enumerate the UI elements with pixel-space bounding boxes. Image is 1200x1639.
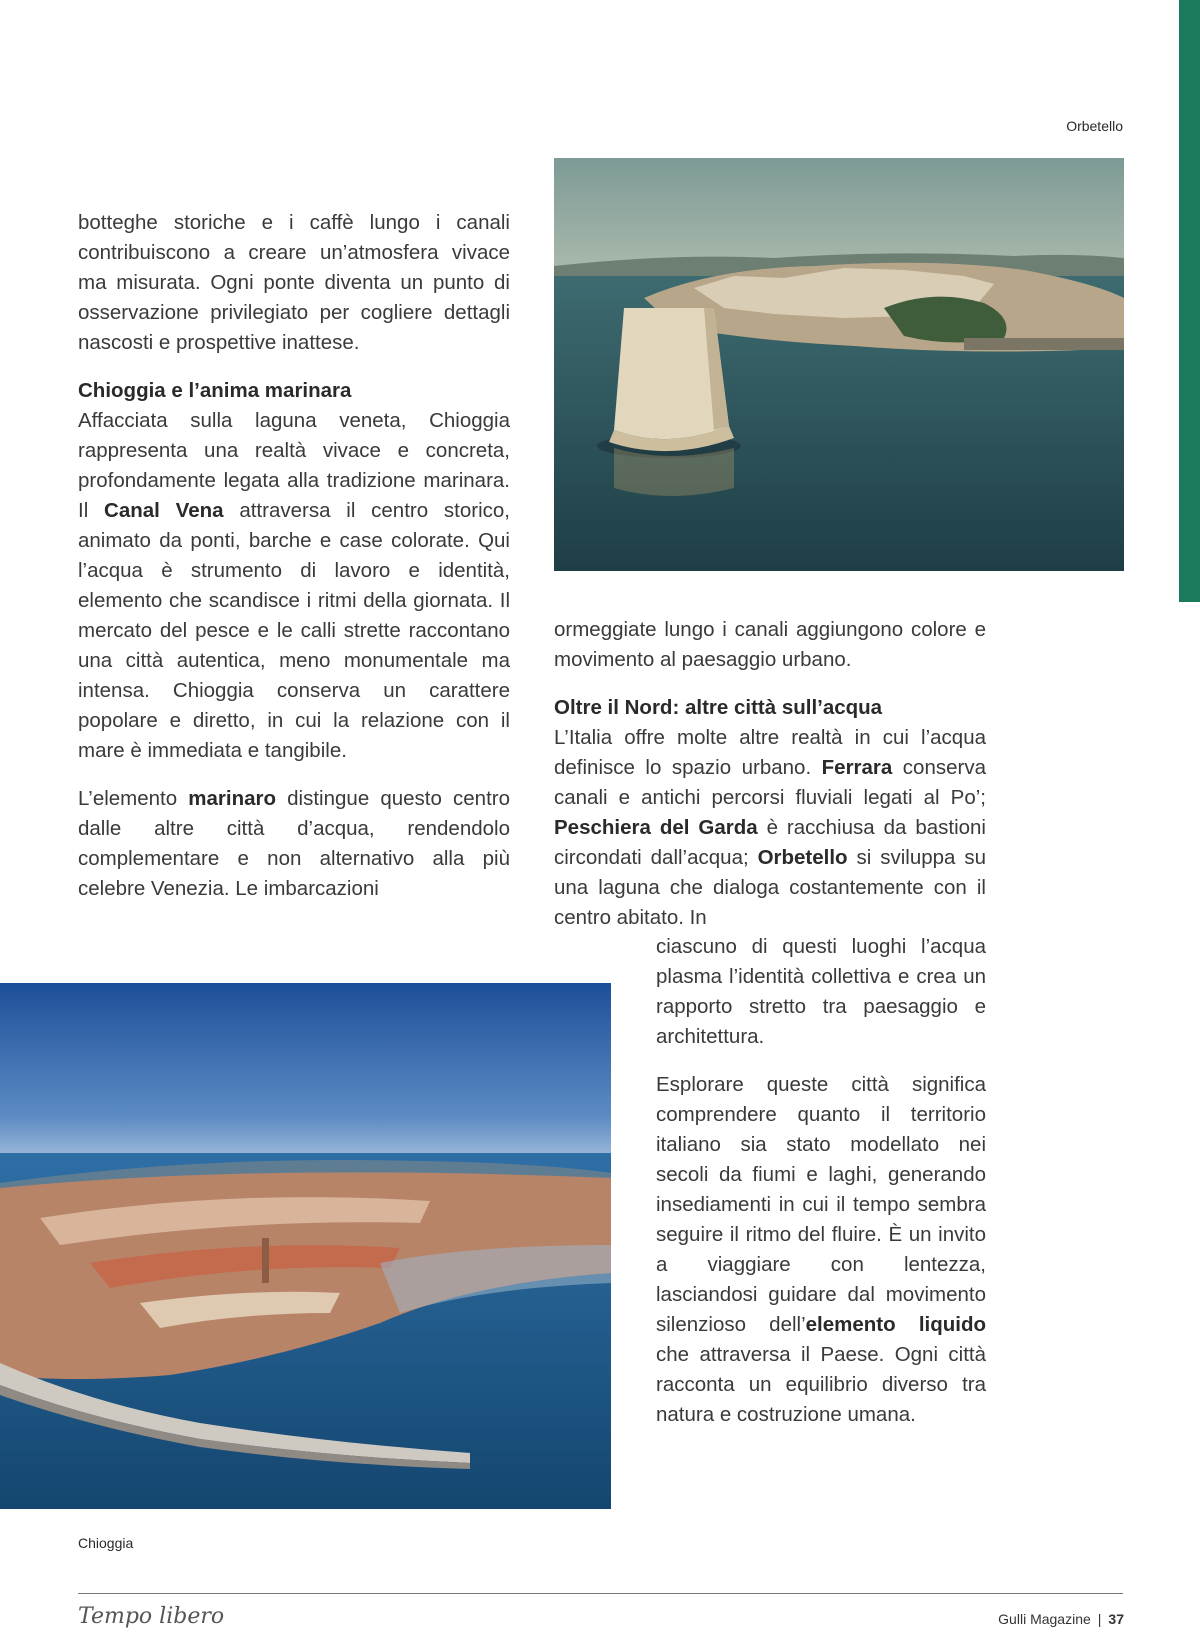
caption-orbetello: Orbetello [1066,118,1123,134]
footer-publication [998,1611,1124,1627]
footer-magazine-name: Gulli Magazine [998,1611,1091,1627]
right-column-bottom [656,932,986,1430]
paragraph-ormeggiate: ormeggiate lungo i canali aggiungono colore e movimento al paesaggio urbano. [554,618,986,671]
paragraph-chioggia: Affacciata sulla laguna veneta, Chioggia rappresenta una realtà vivace e concreta, profondamente legata alla tradizione marinara. Il Canal Vena attraversa il centro storico, animato da ponti, barche e case colorate. Qui l’acqua è strumento di lavoro e identità, elemento che scandisce i ritmi della giornata. Il mercato del pesce e le calli strette raccontano una città autentica, meno monumentale ma intensa. Chioggia conserva un carattere popolare e diretto, in cui la relazione con il mare è immediata e tangibile. [78,409,510,762]
bold-marinaro: marinaro [188,787,277,810]
footer-section-title: Tempo libero [78,1604,225,1629]
bold-peschiera: Peschiera del Garda [554,816,758,839]
heading-chioggia: Chioggia e l’anima marinara [78,379,352,402]
chioggia-photo [0,983,611,1509]
heading-oltre-il-nord: Oltre il Nord: altre città sull’acqua [554,696,883,719]
paragraph-altre-citta: L’Italia offre molte altre realtà in cui l’acqua definisce lo spazio urbano. Ferrara conserva canali e antichi percorsi fluviali legati al Po’; Peschiera del Garda è racchiusa da bastioni circondati dall’acqua; Orbetello si sviluppa su una laguna che dialoga costantemente con il centro abitato. In [554,726,986,929]
bold-ferrara: Ferrara [821,756,893,779]
paragraph-intro-continued: botteghe storiche e i caffè lungo i canali contribuiscono a creare un’atmosfera vivace ma misurata. Ogni ponte diventa un punto di osservazione privilegiato per cogliere dettagli nascosti e prospettive inattese. [78,211,510,354]
right-column-top [554,615,986,933]
page-number: 37 [1108,1611,1124,1627]
bold-elemento-liquido: elemento liquido [805,1313,986,1336]
caption-chioggia: Chioggia [78,1535,134,1551]
footer-rule [78,1593,1123,1594]
paragraph-esplorare: Esplorare queste città significa comprendere quanto il territorio italiano sia stato modellato nei secoli da fiumi e laghi, generando insediamenti in cui il tempo sembra seguire il ritmo del fluire. È un invito a viaggiare con lentezza, lasciandosi guidare dal movimento silenzioso dell’elemento liquido che attraversa il Paese. Ogni città racconta un equilibrio diverso tra natura e costruzione umana. [656,1073,986,1426]
footer-separator: | [1097,1611,1102,1627]
orbetello-photo [554,158,1124,571]
paragraph-identita: ciascuno di questi luoghi l’acqua plasma l’identità collettiva e crea un rapporto stretto tra paesaggio e architettura. [656,935,986,1048]
bold-orbetello: Orbetello [757,846,848,869]
paragraph-marinaro: L’elemento marinaro distingue questo centro dalle altre città d’acqua, rendendolo complementare e non alternativo alla più celebre Venezia. Le imbarcazioni [78,787,510,900]
bold-canal-vena: Canal Vena [104,499,224,522]
left-column [78,208,510,904]
accent-bar [1179,0,1200,602]
